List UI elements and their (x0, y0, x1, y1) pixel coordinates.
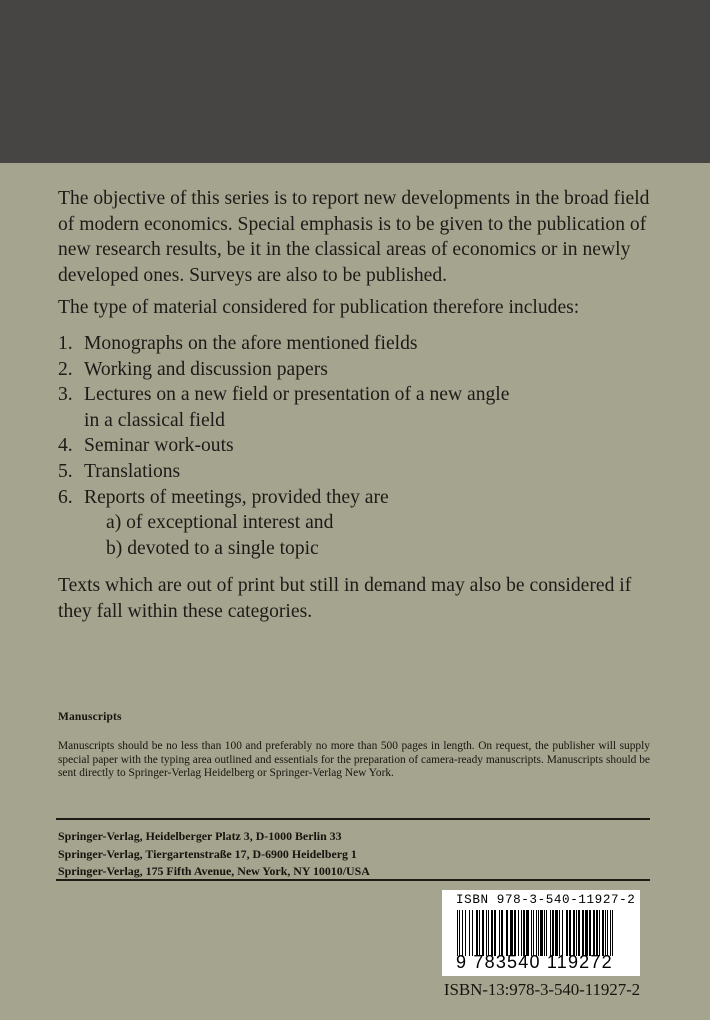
list-item-number: 1. (58, 332, 73, 354)
closing-paragraph: Texts which are out of print but still in demand may also be considered if they fall within these categories. (58, 575, 632, 622)
barcode-isbn-text: ISBN 978-3-540-11927-2 (456, 893, 636, 907)
list-item (58, 485, 658, 562)
manuscripts-heading: Manuscripts (58, 711, 122, 723)
top-dark-band (0, 0, 710, 163)
material-type-list (58, 331, 658, 561)
series-description-block (58, 186, 658, 632)
manuscripts-block (58, 711, 650, 781)
barcode-digits: 9 783540 119272 (456, 952, 613, 972)
list-item-continuation: in a classical field (84, 409, 225, 431)
list-item-label: Working and discussion papers (84, 358, 328, 380)
list-item (58, 433, 658, 459)
list-subitem-b: b) devoted to a single topic (106, 537, 319, 559)
list-item-number: 3. (58, 384, 73, 406)
list-item-label: Translations (84, 460, 181, 482)
isbn-barcode (442, 890, 640, 976)
cover-body-area (0, 163, 710, 1020)
list-subitem-a: a) of exceptional interest and (106, 512, 334, 534)
address-line: Springer-Verlag, 175 Fifth Avenue, New York, NY 10010/USA (58, 864, 370, 878)
address-line: Springer-Verlag, Tiergartenstraße 17, D-6900 Heidelberg 1 (58, 846, 357, 861)
list-item-label: Lectures on a new field or presentation of a new angle (84, 384, 510, 406)
list-item-number: 2. (58, 358, 73, 380)
list-item-label: Monographs on the afore mentioned fields (84, 332, 418, 354)
list-item-label: Reports of meetings, provided they are (84, 486, 389, 508)
publisher-addresses (58, 828, 652, 881)
barcode-bars (457, 910, 613, 956)
list-item (58, 331, 658, 357)
list-item-number: 4. (58, 435, 73, 457)
divider-rule-bottom (56, 879, 650, 881)
list-item (58, 357, 658, 383)
list-item-number: 6. (58, 486, 73, 508)
manuscripts-body: Manuscripts should be no less than 100 and preferably no more than 500 pages in length. On request, the publisher will supply special paper with the typing area outlined and essentials for the preparation of camera-ready manuscripts. Manuscripts should be sent directly to Springer-Verlag Heidelberg or Springer-Verlag New York. (58, 740, 650, 780)
list-item-number: 5. (58, 460, 73, 482)
list-item (58, 459, 658, 485)
intro-paragraph: The objective of this series is to report new developments in the broad field of modern economics. Special emphasis is to be given to the publication of new research results, be it in the classical areas of economics or in newly developed ones. Surveys are also to be published. (58, 188, 650, 286)
address-line: Springer-Verlag, Heidelberger Platz 3, D-1000 Berlin 33 (58, 829, 342, 843)
list-item (58, 382, 658, 433)
isbn13-text: ISBN-13:978-3-540-11927-2 (443, 980, 641, 999)
list-item-label: Seminar work-outs (84, 435, 234, 457)
divider-rule-top (56, 818, 650, 820)
material-intro-line: The type of material considered for publication therefore includes: (58, 297, 580, 319)
